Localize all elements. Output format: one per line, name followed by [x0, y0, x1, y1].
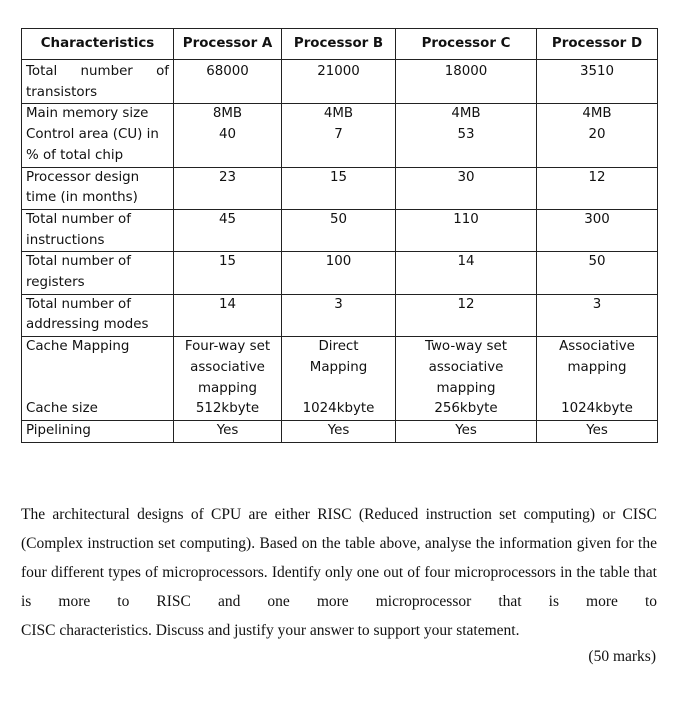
row-label-text: Total number of transistors — [26, 64, 169, 100]
table-row-instructions — [22, 209, 658, 251]
table-row-cache-size — [22, 399, 658, 420]
cell-processor-d: 20 — [537, 125, 658, 167]
header-processor-c: Processor C — [396, 29, 537, 60]
table-row-registers — [22, 252, 658, 294]
table-row-main-memory — [22, 104, 658, 125]
processor-comparison-table — [21, 28, 658, 443]
cell-processor-d: 50 — [537, 252, 658, 294]
cell-processor-c: 110 — [396, 209, 537, 251]
row-label: Total number of registers — [22, 252, 174, 294]
cell-processor-d: 3510 — [537, 60, 658, 104]
cell-processor-d: Yes — [537, 420, 658, 442]
cell-processor-c: 14 — [396, 252, 537, 294]
cell-processor-c: Two-way set associative mapping — [396, 337, 537, 400]
cell-processor-a: 512kbyte — [174, 399, 282, 420]
cell-processor-d: Associative mapping — [537, 337, 658, 400]
table-row-cache-mapping — [22, 337, 658, 400]
table-row-control-area — [22, 125, 658, 167]
row-label: Cache size — [22, 399, 174, 420]
row-label: Cache Mapping — [22, 337, 174, 400]
table-row-transistors — [22, 60, 658, 104]
cell-processor-a: Four-way set associative mapping — [174, 337, 282, 400]
header-processor-a: Processor A — [174, 29, 282, 60]
question-body: The architectural designs of CPU are either RISC (Reduced instruction set computing) or CISC (Complex instruction set computing). Based on the table above, analyse the information given for the four different types of microprocessors. Identify only one out of four microprocessors in the table that is more to RISC and one more microprocessor that is more to — [21, 506, 657, 610]
row-label: Pipelining — [22, 420, 174, 442]
row-label: Processor design time (in months) — [22, 167, 174, 209]
question-paragraph — [21, 500, 657, 645]
cell-processor-c: 53 — [396, 125, 537, 167]
cell-processor-d: 300 — [537, 209, 658, 251]
cell-processor-c: 4MB — [396, 104, 537, 125]
cell-processor-a: 68000 — [174, 60, 282, 104]
cell-processor-a: 14 — [174, 294, 282, 336]
table-header-row — [22, 29, 658, 60]
cell-processor-c: 18000 — [396, 60, 537, 104]
cell-processor-c: 12 — [396, 294, 537, 336]
cell-processor-b: 15 — [282, 167, 396, 209]
table-row-design-time — [22, 167, 658, 209]
cell-processor-d: 3 — [537, 294, 658, 336]
cell-processor-c: 30 — [396, 167, 537, 209]
header-characteristics: Characteristics — [22, 29, 174, 60]
cell-processor-b: 100 — [282, 252, 396, 294]
row-label — [22, 60, 174, 104]
marks-label: (50 marks) — [588, 648, 656, 665]
cell-processor-b: 4MB — [282, 104, 396, 125]
cell-processor-b: 3 — [282, 294, 396, 336]
cell-processor-b: 21000 — [282, 60, 396, 104]
header-processor-b: Processor B — [282, 29, 396, 60]
cell-processor-d: 12 — [537, 167, 658, 209]
cell-processor-a: 40 — [174, 125, 282, 167]
cell-processor-a: Yes — [174, 420, 282, 442]
cell-processor-a: 8MB — [174, 104, 282, 125]
cell-processor-a: 45 — [174, 209, 282, 251]
cell-processor-b: Direct Mapping — [282, 337, 396, 400]
cell-processor-d: 4MB — [537, 104, 658, 125]
table-row-addressing-modes — [22, 294, 658, 336]
cell-processor-d: 1024kbyte — [537, 399, 658, 420]
cell-processor-c: Yes — [396, 420, 537, 442]
cell-processor-a: 23 — [174, 167, 282, 209]
question-last-line: CISC characteristics. Discuss and justify your answer to support your statement. — [21, 622, 520, 639]
cell-processor-a: 15 — [174, 252, 282, 294]
table-row-pipelining — [22, 420, 658, 442]
cell-processor-b: 1024kbyte — [282, 399, 396, 420]
header-processor-d: Processor D — [537, 29, 658, 60]
cell-processor-b: Yes — [282, 420, 396, 442]
row-label: Total number of instructions — [22, 209, 174, 251]
row-label: Main memory size — [22, 104, 174, 125]
processor-comparison-table-container — [21, 28, 657, 443]
row-label: Control area (CU) in % of total chip — [22, 125, 174, 167]
cell-processor-b: 50 — [282, 209, 396, 251]
cell-processor-b: 7 — [282, 125, 396, 167]
cell-processor-c: 256kbyte — [396, 399, 537, 420]
row-label: Total number of addressing modes — [22, 294, 174, 336]
